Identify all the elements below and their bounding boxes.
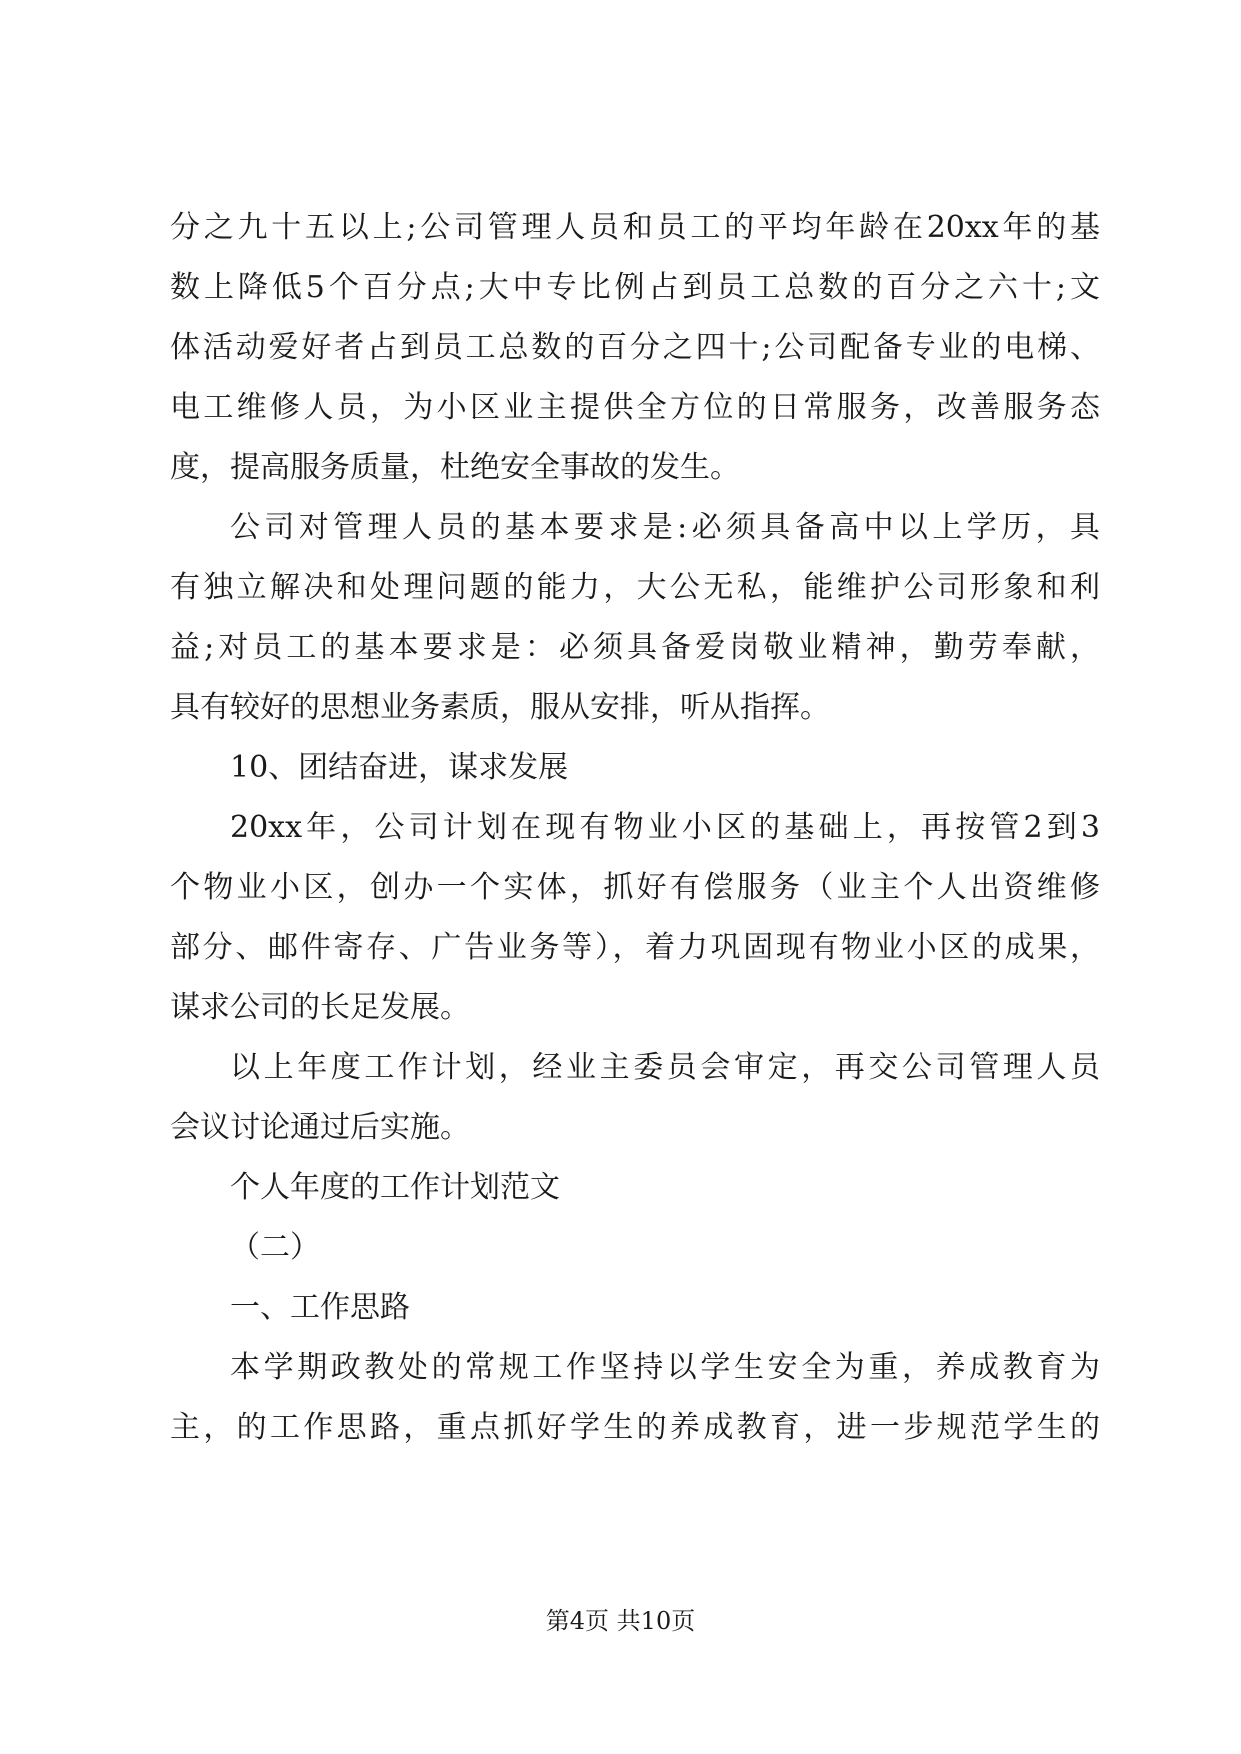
part-number: （二）: [230, 1230, 320, 1265]
page-footer: 第4页 共10页: [545, 1607, 696, 1635]
section-heading-1: 一、工作思路: [230, 1290, 410, 1325]
body-line-9: 具有较好的思想业务素质，服从安排，听从指挥。: [170, 690, 830, 725]
body-line-2: 数上降低5个百分点;大中专比例占到员工总数的百分之六十;文: [170, 270, 1100, 305]
body-line-3: 体活动爱好者占到员工总数的百分之四十;公司配备专业的电梯、: [170, 330, 1100, 365]
body-line-13: 部分、邮件寄存、广告业务等），着力巩固现有物业小区的成果，: [170, 930, 1100, 965]
body-line-20: 本学期政教处的常规工作坚持以学生安全为重，养成教育为: [230, 1350, 1100, 1385]
body-line-4: 电工维修人员，为小区业主提供全方位的日常服务，改善服务态: [170, 390, 1100, 425]
body-line-7: 有独立解决和处理问题的能力，大公无私，能维护公司形象和利: [170, 570, 1100, 605]
body-line-21: 主，的工作思路，重点抓好学生的养成教育，进一步规范学生的: [170, 1410, 1100, 1445]
body-line-16: 会议讨论通过后实施。: [170, 1110, 470, 1145]
section-heading-10: 10、团结奋进，谋求发展: [230, 750, 569, 785]
body-line-15: 以上年度工作计划，经业主委员会审定，再交公司管理人员: [230, 1050, 1100, 1085]
body-line-8: 益;对员工的基本要求是：必须具备爱岗敬业精神，勤劳奉献，: [170, 630, 1100, 665]
body-line-1: 分之九十五以上;公司管理人员和员工的平均年龄在20xx年的基: [170, 210, 1100, 245]
body-line-11: 20xx年，公司计划在现有物业小区的基础上，再按管2到3: [230, 810, 1100, 845]
body-line-14: 谋求公司的长足发展。: [170, 990, 470, 1025]
body-line-12: 个物业小区，创办一个实体，抓好有偿服务（业主个人出资维修: [170, 870, 1100, 905]
document-subtitle: 个人年度的工作计划范文: [230, 1170, 560, 1205]
body-line-5: 度，提高服务质量，杜绝安全事故的发生。: [170, 450, 740, 485]
body-line-6: 公司对管理人员的基本要求是:必须具备高中以上学历，具: [230, 510, 1100, 545]
